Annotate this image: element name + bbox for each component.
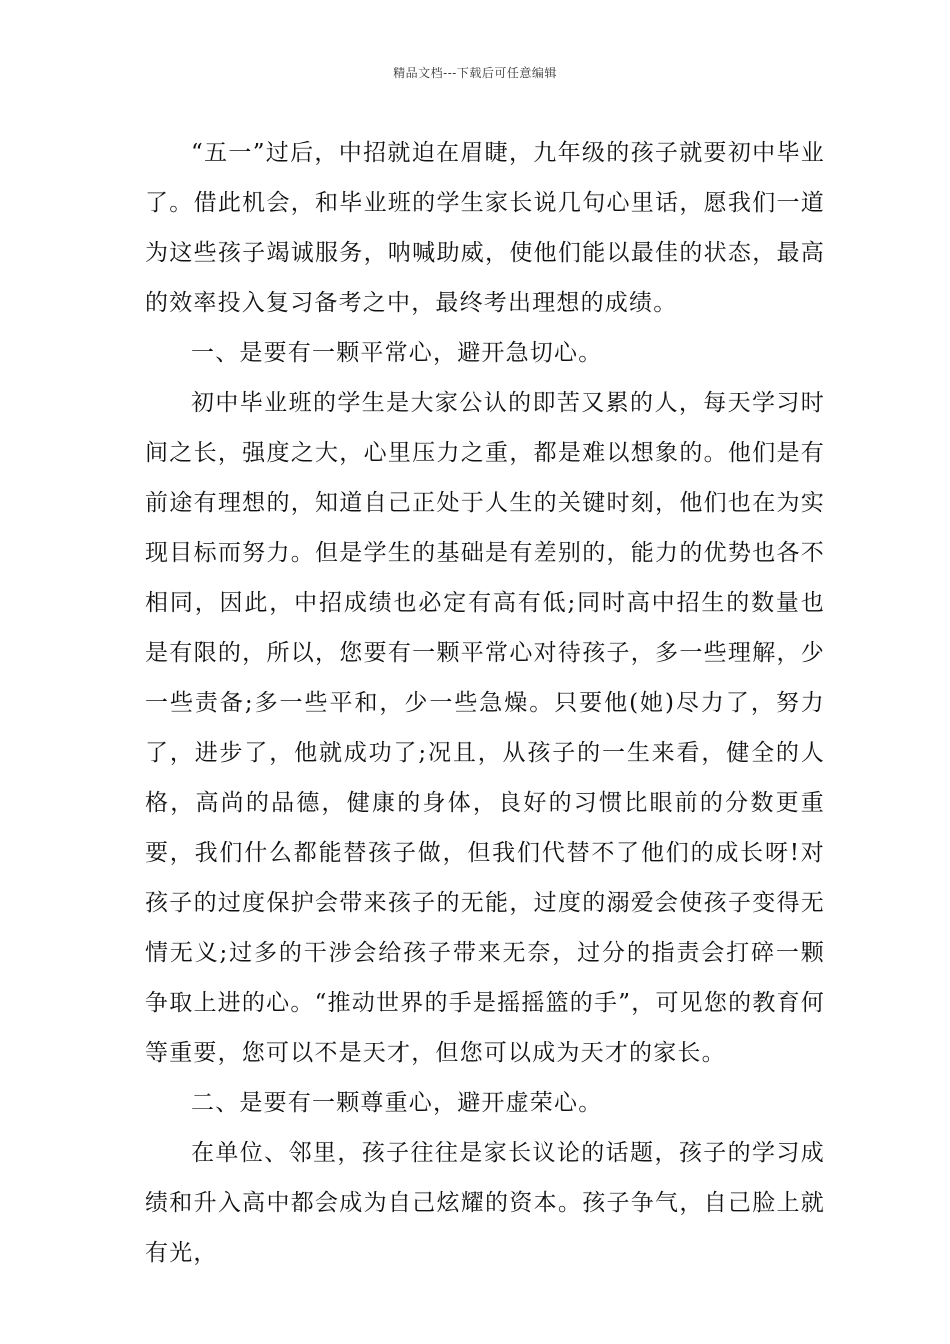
body-paragraph: 初中毕业班的学生是大家公认的即苦又累的人，每天学习时间之长，强度之大，心里压力之重，都是难以想象的。他们是有前途有理想的，知道自己正处于人生的关键时刻，他们也在为实现目标而努力。但是学生的基础是有差别的，能力的优势也各不相同，因此，中招成绩也必定有高有低;同时高中招生的数量也是有限的，所以，您要有一颗平常心对待孩子，多一些理解，少一些责备;多一些平和，少一些急燥。只要他(她)尽力了，努力了，进步了，他就成功了;况且，从孩子的一生来看，健全的人格，高尚的品德，健康的身体，良好的习惯比眼前的分数更重要，我们什么都能替孩子做，但我们代替不了他们的成长呀!对孩子的过度保护会带来孩子的无能，过度的溺爱会使孩子变得无情无义;过多的干涉会给孩子带来无奈，过分的指责会打碎一颗争取上进的心。“推动世界的手是摇摇篮的手”，可见您的教育何等重要，您可以不是天才，但您可以成为天才的家长。: [145, 390, 825, 1066]
document-body: [145, 128, 825, 1278]
section-heading-1: 一、是要有一颗平常心，避开急切心。: [191, 340, 603, 366]
page-header: 精品文档---下载后可任意编辑: [393, 66, 557, 80]
body-paragraph: 在单位、邻里，孩子往往是家长议论的话题，孩子的学习成绩和升入高中都会成为自己炫耀的资本。孩子争气，自己脸上就有光，: [145, 1140, 825, 1266]
section-heading-2: 二、是要有一颗尊重心，避开虚荣心。: [191, 1090, 603, 1116]
intro-paragraph: “五一”过后，中招就迫在眉睫，九年级的孩子就要初中毕业了。借此机会，和毕业班的学生家长说几句心里话，愿我们一道为这些孩子竭诚服务，呐喊助威，使他们能以最佳的状态，最高的效率投入复习备考之中，最终考出理想的成绩。: [145, 140, 825, 316]
